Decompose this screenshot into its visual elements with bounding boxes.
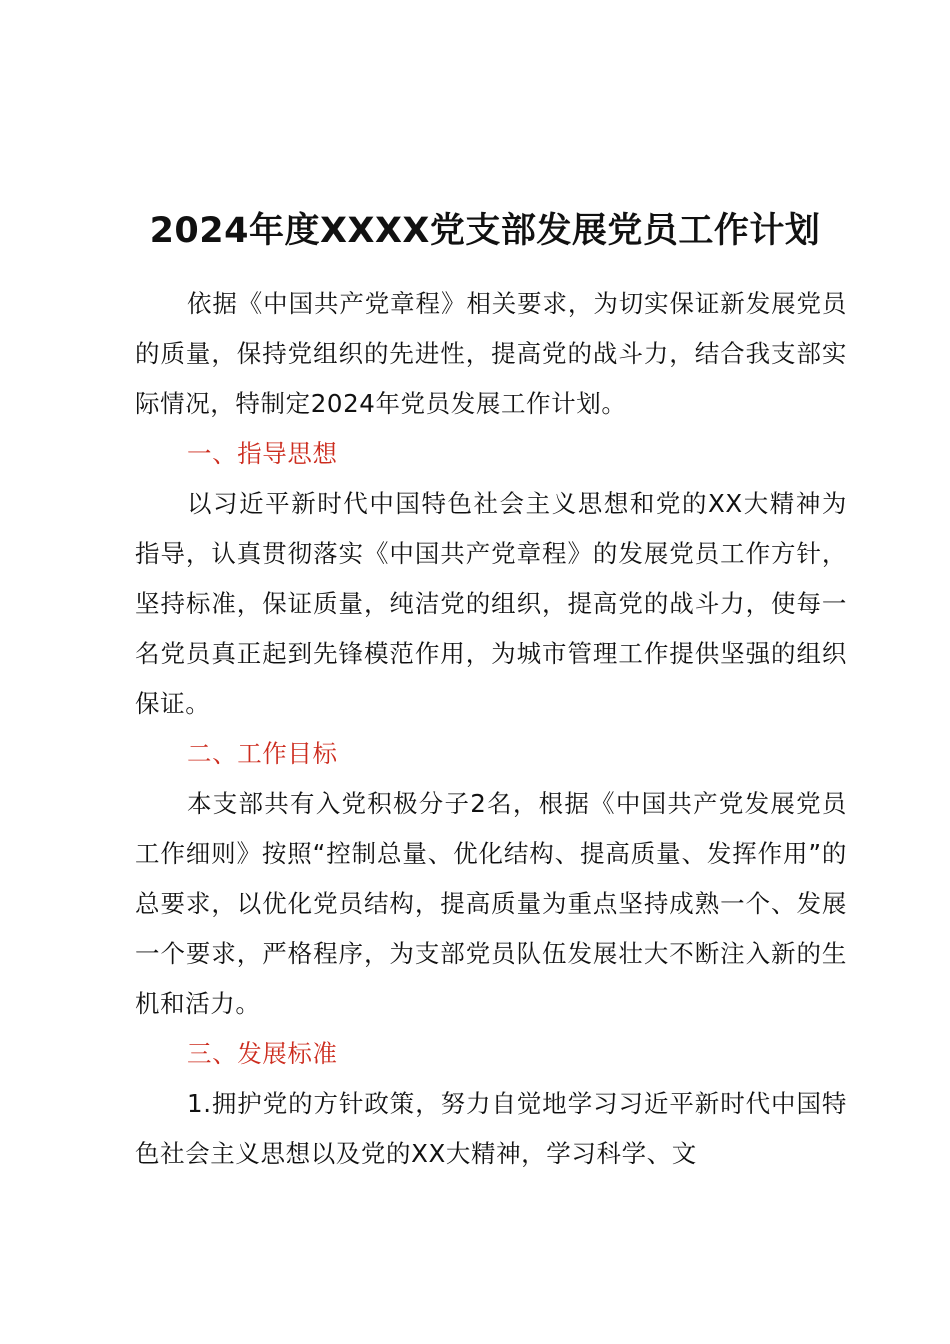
document-title: 2024年度XXXX党支部发展党员工作计划: [149, 211, 821, 251]
document-body: [135, 279, 847, 1179]
section-heading-guiding-ideology: 一、指导思想: [187, 439, 338, 468]
section-paragraph-development-standards: 1.拥护党的方针政策，努力自觉地学习习近平新时代中国特色社会主义思想以及党的XX大精神，学习科学、文: [135, 1089, 847, 1168]
section-paragraph-guiding-ideology: 以习近平新时代中国特色社会主义思想和党的XX大精神为指导，认真贯彻落实《中国共产党章程》的发展党员工作方针，坚持标准，保证质量，纯洁党的组织，提高党的战斗力，使每一名党员真正起到先锋模范作用，为城市管理工作提供坚强的组织保证。: [135, 489, 847, 718]
section-heading-work-goals: 二、工作目标: [187, 739, 338, 768]
section-heading-development-standards: 三、发展标准: [187, 1039, 338, 1068]
section-paragraph-work-goals: 本支部共有入党积极分子2名，根据《中国共产党发展党员工作细则》按照“控制总量、优化结构、提高质量、发挥作用”的总要求，以优化党员结构，提高质量为重点坚持成熟一个、发展一个要求，严格程序，为支部党员队伍发展壮大不断注入新的生机和活力。: [135, 789, 847, 1018]
intro-paragraph: 依据《中国共产党章程》相关要求，为切实保证新发展党员的质量，保持党组织的先进性，提高党的战斗力，结合我支部实际情况，特制定2024年党员发展工作计划。: [135, 289, 847, 418]
